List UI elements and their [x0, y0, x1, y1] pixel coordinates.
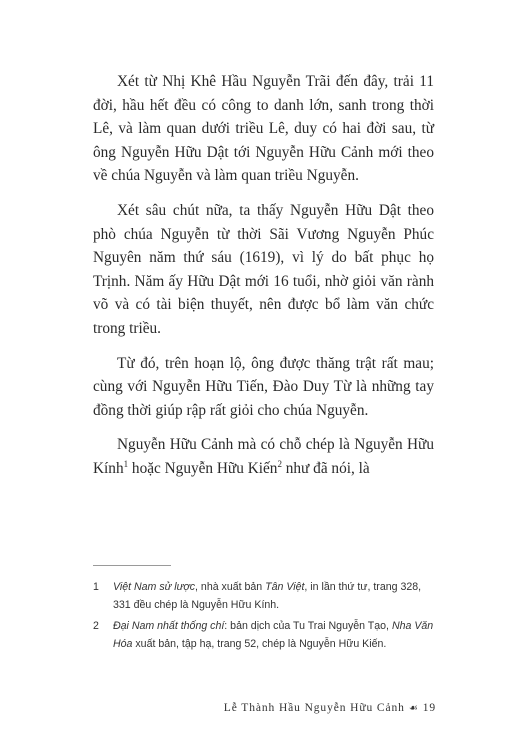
- footnote-text: xuất bản, tập hạ, trang 52, chép là Nguyễn Hữu Kiến.: [132, 638, 387, 650]
- paragraph-4-text-c: như đã nói, là: [281, 459, 370, 477]
- paragraph-1: Xét từ Nhị Khê Hầu Nguyễn Trãi đến đây, trải 11 đời, hầu hết đều có công to danh lớn, sanh trong thời Lê, và làm quan dưới triều Lê, duy có hai đời sau, từ ông Nguyễn Hữu Dật tới Nguyễn Hữu Cảnh mới theo về chúa Nguyễn và làm quan triều Nguyễn.: [93, 73, 434, 185]
- footnotes: [93, 578, 436, 656]
- page-footer: [224, 702, 436, 714]
- footnote-text: , nhà xuất bản: [195, 581, 266, 593]
- footnote-number: 2: [93, 620, 99, 632]
- footnote-number: 1: [93, 581, 99, 593]
- footnote-title: Việt Nam sử lược: [113, 581, 196, 593]
- paragraph-4-text-b: hoặc Nguyễn Hữu Kiến: [128, 459, 278, 477]
- page-number: 19: [422, 702, 436, 714]
- footnote-text: , in lần thứ tư, trang 328, 331 đều chép là Nguyễn Hữu Kính.: [113, 581, 422, 611]
- running-title: Lễ Thành Hầu Nguyễn Hữu Cảnh: [223, 702, 405, 714]
- footnote-publisher: Nha Văn Hóa: [113, 620, 434, 650]
- footnote-divider: [93, 565, 171, 566]
- paragraph-3: Từ đó, trên hoạn lộ, ông được thăng trật rất mau; cùng với Nguyễn Hữu Tiến, Đào Duy Từ là những tay đồng thời giúp rập rất giỏi cho chúa Nguyễn.: [93, 354, 434, 419]
- ornament-icon: ☙: [408, 703, 419, 714]
- paragraph-4: [93, 433, 434, 480]
- footnote-text: : bản dịch của Tu Trai Nguyễn Tạo,: [224, 620, 392, 632]
- footnote-title: Đại Nam nhất thống chí: [113, 620, 225, 632]
- footnote-ref-2: 2: [277, 458, 282, 469]
- body-text: [93, 70, 434, 492]
- footnote-2: [93, 617, 436, 653]
- footnote-ref-1: 1: [123, 458, 129, 469]
- paragraph-2: Xét sâu chút nữa, ta thấy Nguyễn Hữu Dật theo phò chúa Nguyễn từ thời Sãi Vương Nguyễn Phúc Nguyên năm thứ sáu (1619), vì lý do bất phục họ Trịnh. Năm ấy Hữu Dật mới 16 tuổi, nhờ giỏi văn rành võ và có tài biện thuyết, nên được bổ làm văn chức trong triều.: [93, 201, 434, 337]
- paragraph-4-text-a: Nguyễn Hữu Cảnh mà có chỗ chép là Nguyễn Hữu Kính: [93, 436, 434, 477]
- footnote-1: [93, 578, 436, 614]
- footnote-publisher: Tân Việt: [265, 581, 305, 593]
